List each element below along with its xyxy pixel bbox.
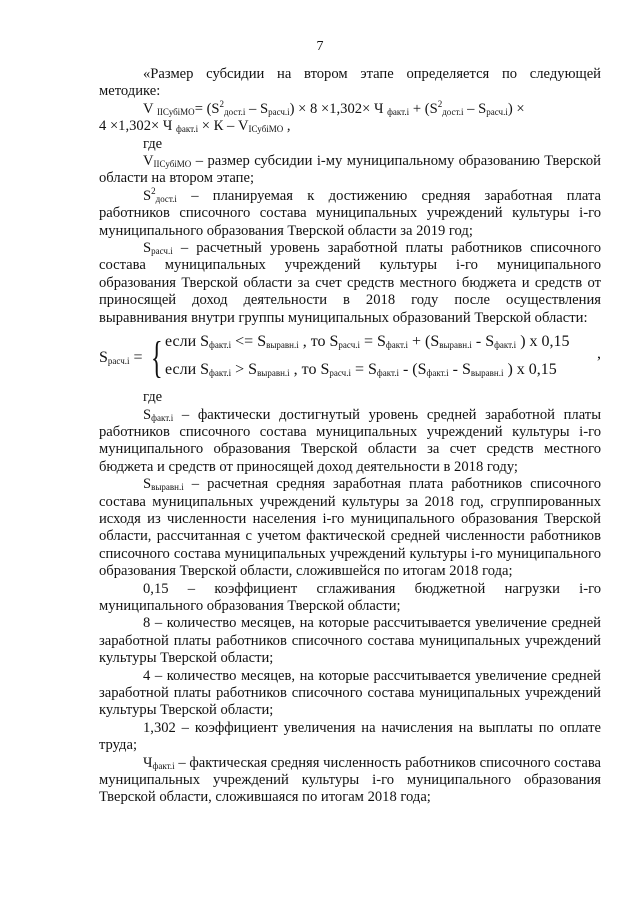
where-label-2: где [143, 389, 163, 406]
formula-srasch-comma: , [597, 345, 601, 363]
def-chfakt: $Ч_{факт.i}$ – фактическая средняя численность работников списочного состава муниципальных учреждений культуры i-го муниципального образования Тверской области, сложившаяся по итогам 2018 года; [99, 754, 602, 806]
intro-paragraph: «Размер субсидии на втором этапе определяется по следующей методике: [99, 66, 601, 100]
def-k1302: 1,302 – коэффициент увеличения на начисления на выплаты по оплате труда; [99, 719, 601, 754]
def-sfakt: $S_{факт.i}$ – фактически достигнутый уровень средней заработной платы работников списочного состава муниципальных учреждений культуры i-го муниципального образования Тверской области за счет средств местного бюджета и средств от приносящей доход деятельности в 2018 году; [99, 406, 601, 475]
where-label-1: где [143, 135, 163, 152]
def-s2dost: $S^2_{дост.i}$ – планируемая к достижению средняя заработная плата работников списочного состава муниципальных учреждений культуры i-го муниципального образования Тверской области за 2019 год; [99, 185, 601, 239]
formula-srasch [99, 331, 601, 389]
def-n8: 8 – количество месяцев, на которые рассчитывается увеличение средней заработной платы работников списочного состава муниципальных учреждений культуры Тверской области; [99, 615, 601, 667]
formula-subsidy [99, 98, 601, 118]
document-body [99, 66, 601, 807]
def-srasch: $S_{расч.i}$ – расчетный уровень заработной платы работников списочного состава муниципальных учреждений культуры i-го муниципального образования Тверской области за счет средств местного бюджета и средств от приносящей доход деятельности в 2018 году после осуществления выравнивания внутри группы муниципальных образований Тверской области: [99, 240, 601, 326]
page-number: 7 [316, 39, 324, 54]
formula-subsidy-line1: V $_{IIСубiМО}= (S^2_{дост.i} - S_{расч.i}) \times 8 \times 1,302\times Ч$ $_{факт.i} + (S^2_{дост.i} - S_{расч.i})$ × [143, 98, 525, 117]
formula-subsidy-line2: 4 ×1,302× Ч $_{факт.i} \times К - V_{IСубiМО}$ , [99, 118, 291, 135]
formula-srasch-row1: если $S_{факт.i} <= S_{выравн.i}$ , то $S_{расч.i} = S_{факт.i} + (S_{выравн.i} - S_{факт.i}$ ) х 0,15 [165, 333, 570, 351]
formula-srasch-lhs: $S_{расч.i}$ = [99, 349, 143, 367]
formula-srasch-row2: если $S_{факт.i} > S_{выравн.i}$ , то $S_{расч.i} = S_{факт.i} - (S_{факт.i} - S_{выравн.i}$ ) х 0,15 [165, 361, 557, 379]
def-v2: $V_{IIСубiМО}$ – размер субсидии i-му муниципальному образованию Тверской области на втором этапе; [99, 153, 601, 187]
def-k015: 0,15 – коэффициент сглаживания бюджетной нагрузки i-го муниципального образования Тверской области; [99, 580, 601, 614]
def-svyr: $S_{выравн.i}$ – расчетная средняя заработная плата работников списочного состава муниципальных учреждений культуры за 2018 год, сгруппированных исходя из численности населения i-го муниципального образования Тверской области, рассчитанная с учетом фактической средней численности работников списочного состава муниципальных учреждений культуры i-го муниципального образования Тверской области, сложившейся по итогам 2018 года; [99, 476, 601, 580]
brace-glyph: { [151, 333, 163, 383]
def-n4: 4 – количество месяцев, на которые рассчитывается увеличение средней заработной платы работников списочного состава муниципальных учреждений культуры Тверской области; [99, 667, 601, 719]
